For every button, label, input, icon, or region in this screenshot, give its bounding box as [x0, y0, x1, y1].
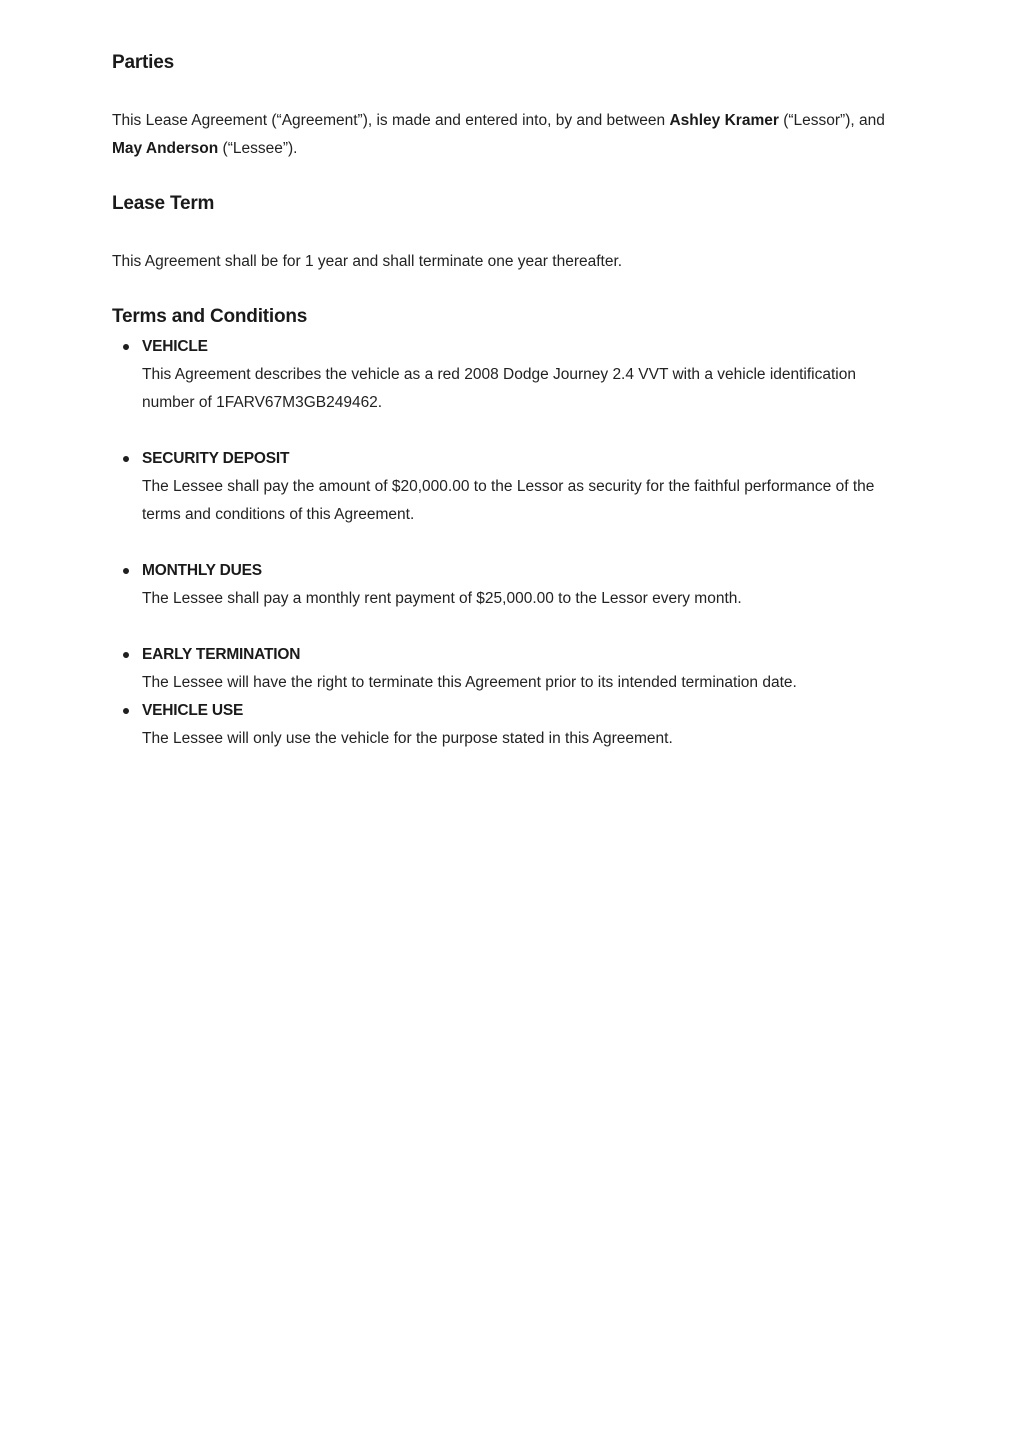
term-text: The Lessee shall pay a monthly rent payment of $25,000.00 to the Lessor every month.: [142, 590, 742, 607]
bullet-icon: [123, 652, 129, 658]
bullet-icon: [123, 568, 129, 574]
term-title: VEHICLE USE: [142, 702, 244, 719]
list-item-vehicle: [142, 333, 904, 417]
lessee-name: May Anderson: [112, 140, 219, 157]
lease-term-paragraph: This Agreement shall be for 1 year and shall terminate one year thereafter.: [112, 253, 623, 270]
section-heading-terms-and-conditions: Terms and Conditions: [112, 306, 308, 327]
term-title: VEHICLE: [142, 338, 208, 355]
term-text: This Agreement describes the vehicle as a red 2008 Dodge Journey 2.4 VVT with a vehicle identification number of 1FARV67M3GB249462.: [142, 366, 856, 411]
list-item-monthly-dues: [142, 557, 904, 613]
section-heading-parties: Parties: [112, 52, 174, 73]
term-text: The Lessee will have the right to terminate this Agreement prior to its intended termination date.: [142, 674, 797, 691]
parties-paragraph: [112, 107, 902, 163]
parties-text-intro: This Lease Agreement (“Agreement”), is made and entered into, by and between: [112, 112, 670, 129]
list-item-vehicle-use: [142, 697, 904, 753]
list-item-security-deposit: [142, 445, 904, 529]
lessor-name: Ashley Kramer: [669, 112, 779, 129]
parties-text-lessee-role: (“Lessee”).: [218, 140, 298, 157]
term-text: The Lessee will only use the vehicle for the purpose stated in this Agreement.: [142, 730, 673, 747]
term-title: EARLY TERMINATION: [142, 646, 301, 663]
term-title: SECURITY DEPOSIT: [142, 450, 290, 467]
terms-list: [112, 333, 904, 753]
parties-text-lessor-role: (“Lessor”), and: [778, 112, 885, 129]
bullet-icon: [123, 344, 129, 350]
term-title: MONTHLY DUES: [142, 562, 262, 579]
section-heading-lease-term: Lease Term: [112, 193, 215, 214]
bullet-icon: [123, 708, 129, 714]
list-item-early-termination: [142, 641, 904, 697]
bullet-icon: [123, 456, 129, 462]
term-text: The Lessee shall pay the amount of $20,000.00 to the Lessor as security for the faithful performance of the terms and conditions of this Agreement.: [142, 478, 875, 523]
